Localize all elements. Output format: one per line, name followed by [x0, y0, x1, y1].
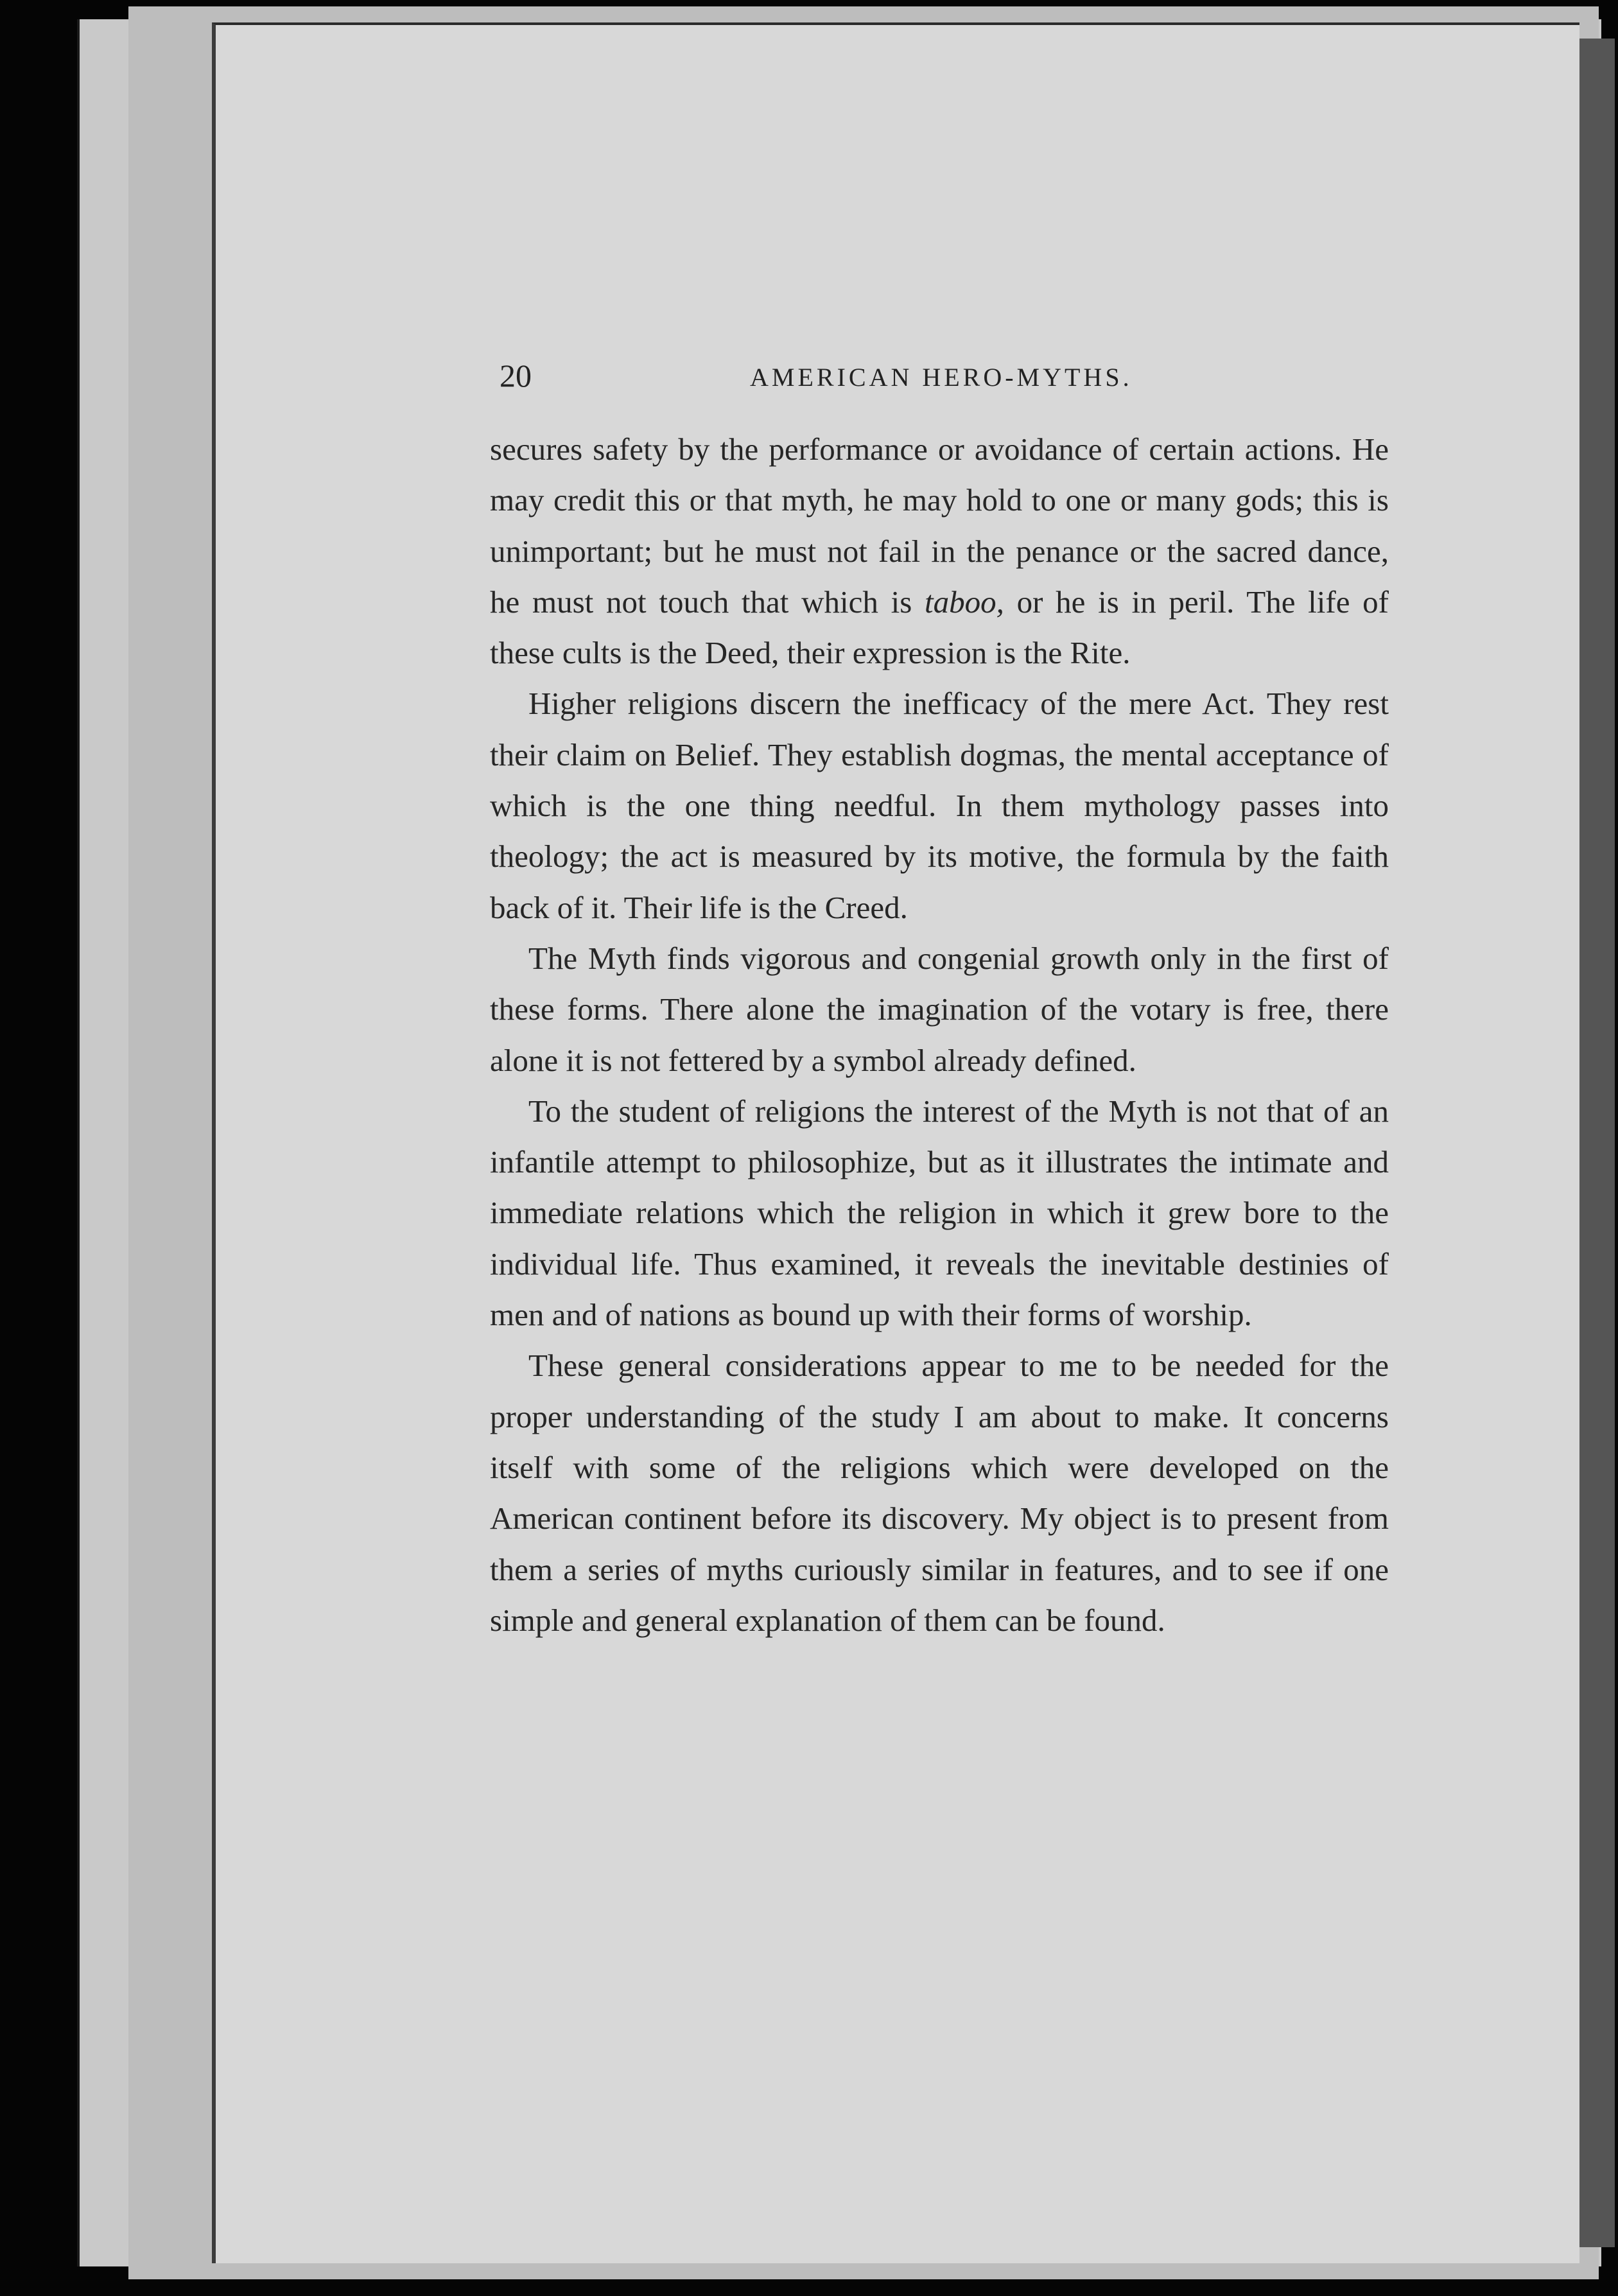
page-number: 20 [500, 358, 532, 394]
paragraph-4: To the student of religions the interest of the Myth is not that of an infantile attempt to philosophize, but as it illustrates the intimate and immediate relations which the religion in which it grew bore to the individual life. Thus examined, it reveals the inevitable destinies of men and of nations as bound up with their forms of worship. [490, 1093, 1389, 1333]
paragraph-5: These general considerations appear to me to be needed for the proper understanding of the study I am about to make. It concerns itself with some of the religions which were developed on the American continent before its discovery. My object is to present from them a series of myths curiously similar in features, and to see if one simple and general explanation of them can be found. [490, 1348, 1389, 1638]
page-header [500, 353, 1386, 398]
paragraph-1 [490, 424, 1389, 678]
paragraph-2: Higher religions discern the inefficacy of the mere Act. They rest their claim on Belief. They establish dogmas, the mental acceptance of which is the one thing needful. In them mythology passes into theology; the act is measured by its motive, the formula by the faith back of it. Their life is the Creed. [490, 686, 1389, 925]
paragraph-1-text-end: or he is in peril. The life of these cults is the Deed, their expression is the Rite. [490, 584, 1389, 671]
paragraph-3: The Myth finds vigorous and congenial growth only in the first of these forms. There alone the imagination of the votary is free, there alone it is not fettered by a symbol already defined. [490, 940, 1389, 1078]
paragraph-1-emphasis: taboo, [925, 584, 1004, 620]
right-page-shadow [1579, 39, 1615, 2247]
paragraph-1-text: secures safety by the performance or avoidance of certain actions. He may credit this or that myth, he may hold to one or many gods; this is unimportant; but he must not fail in the penance or the sacred dance, he must not touch that which is [490, 431, 1389, 620]
body-text [490, 424, 1389, 1646]
running-title: AMERICAN HERO-MYTHS. [750, 363, 1133, 392]
